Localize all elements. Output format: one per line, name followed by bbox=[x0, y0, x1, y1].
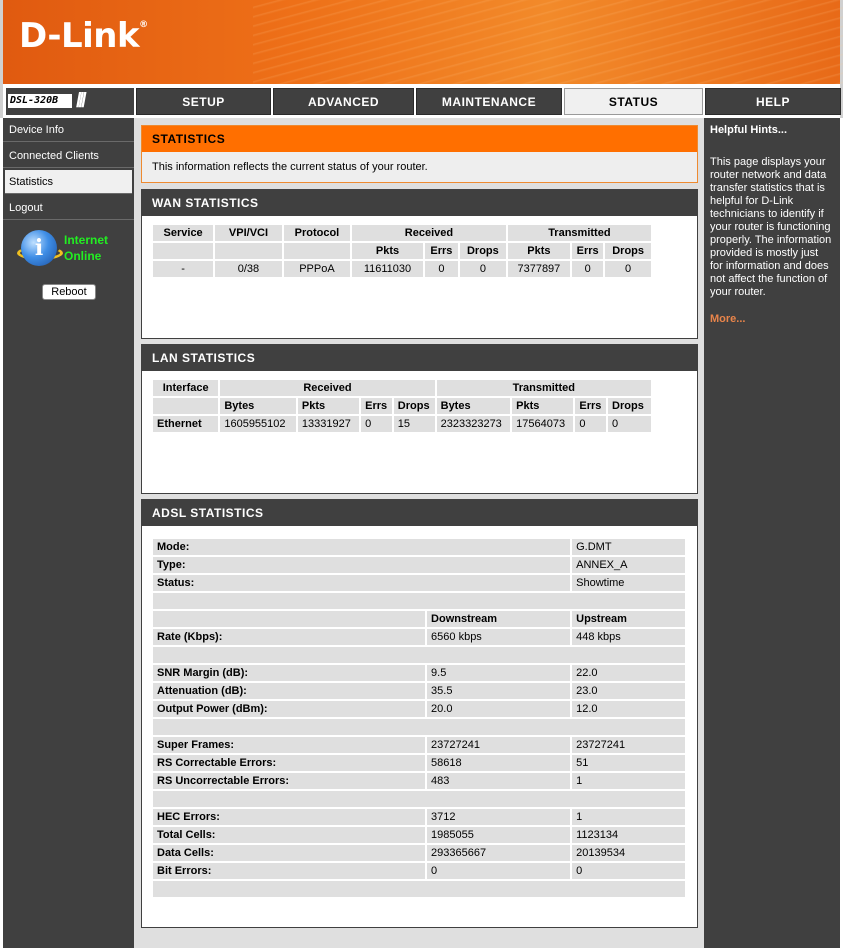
lan-tx-errs: 0 bbox=[575, 416, 606, 432]
table-row bbox=[153, 809, 685, 825]
info-globe-icon: i bbox=[21, 230, 57, 266]
lan-header-tx-pkts: Pkts bbox=[512, 398, 573, 414]
table-row bbox=[153, 701, 685, 717]
table-row bbox=[153, 719, 685, 735]
wan-header-tx-errs: Errs bbox=[572, 243, 603, 259]
left-sidebar bbox=[3, 118, 134, 948]
tab-maintenance[interactable]: MAINTENANCE bbox=[416, 88, 562, 115]
sidebar-item-connected-clients[interactable]: Connected Clients bbox=[3, 144, 134, 168]
empty-cell bbox=[284, 243, 350, 259]
sidebar-item-statistics[interactable]: Statistics bbox=[5, 170, 132, 194]
top-nav bbox=[0, 84, 843, 118]
spacer-cell bbox=[153, 719, 685, 735]
wan-service: - bbox=[153, 261, 213, 277]
wan-header-rx-errs: Errs bbox=[425, 243, 458, 259]
lan-header-rx-drops: Drops bbox=[394, 398, 435, 414]
helpful-hints-panel bbox=[704, 118, 840, 948]
adsl-title: ADSL STATISTICS bbox=[142, 500, 697, 526]
adsl-mode-label: Mode: bbox=[153, 539, 570, 555]
empty-cell bbox=[153, 243, 213, 259]
wan-header-tx-pkts: Pkts bbox=[508, 243, 570, 259]
sidebar-item-logout[interactable]: Logout bbox=[3, 196, 134, 220]
internet-status-line1: Internet bbox=[64, 233, 109, 247]
wan-header-service: Service bbox=[153, 225, 213, 241]
wan-header-tx-drops: Drops bbox=[605, 243, 651, 259]
wan-tx-pkts: 7377897 bbox=[508, 261, 570, 277]
reboot-button[interactable]: Reboot bbox=[42, 284, 96, 300]
adsl-row-upstream: 1 bbox=[572, 809, 685, 825]
table-row bbox=[153, 539, 685, 555]
adsl-group-cells bbox=[153, 809, 685, 879]
tab-help[interactable]: HELP bbox=[705, 88, 841, 115]
tab-advanced[interactable]: ADVANCED bbox=[273, 88, 414, 115]
adsl-row-upstream: 1123134 bbox=[572, 827, 685, 843]
lan-tx-pkts: 17564073 bbox=[512, 416, 573, 432]
wan-statistics-panel bbox=[141, 189, 698, 339]
lan-rx-bytes: 1605955102 bbox=[220, 416, 296, 432]
spacer-cell bbox=[153, 647, 685, 663]
adsl-group-signal bbox=[153, 665, 685, 717]
spacer-cell bbox=[153, 593, 685, 609]
sidebar-item-device-info[interactable]: Device Info bbox=[3, 118, 134, 142]
internet-status-text bbox=[64, 232, 108, 264]
table-row bbox=[153, 665, 685, 681]
wan-protocol: PPPoA bbox=[284, 261, 350, 277]
model-badge bbox=[6, 88, 134, 115]
wan-rx-errs: 0 bbox=[425, 261, 458, 277]
adsl-row-downstream: 58618 bbox=[427, 755, 570, 771]
lan-header-tx-bytes: Bytes bbox=[437, 398, 511, 414]
adsl-statistics-panel bbox=[141, 499, 698, 928]
wan-header-transmitted: Transmitted bbox=[508, 225, 651, 241]
lan-rx-errs: 0 bbox=[361, 416, 392, 432]
lan-header-interface: Interface bbox=[153, 380, 218, 396]
table-row bbox=[153, 863, 685, 879]
page-title: STATISTICS bbox=[142, 126, 697, 152]
lan-header-rx-bytes: Bytes bbox=[220, 398, 296, 414]
adsl-row-upstream: 448 kbps bbox=[572, 629, 685, 645]
spacer-cell bbox=[153, 791, 685, 807]
adsl-mode-value: G.DMT bbox=[572, 539, 685, 555]
table-row bbox=[153, 845, 685, 861]
table-row bbox=[153, 557, 685, 573]
adsl-downstream-header: Downstream bbox=[427, 611, 570, 627]
model-label: DSL-320B bbox=[8, 94, 72, 108]
table-row bbox=[153, 225, 651, 241]
lan-statistics-panel bbox=[141, 344, 698, 494]
adsl-upstream-header: Upstream bbox=[572, 611, 685, 627]
lan-header-rx-errs: Errs bbox=[361, 398, 392, 414]
lan-title: LAN STATISTICS bbox=[142, 345, 697, 371]
adsl-table bbox=[151, 537, 687, 899]
wan-rx-pkts: 11611030 bbox=[352, 261, 423, 277]
wan-tx-drops: 0 bbox=[605, 261, 651, 277]
adsl-row-downstream: 3712 bbox=[427, 809, 570, 825]
adsl-row-label: Super Frames: bbox=[153, 737, 425, 753]
adsl-row-downstream: 20.0 bbox=[427, 701, 570, 717]
statistics-info: This information reflects the current status of your router. bbox=[152, 161, 428, 173]
empty-cell bbox=[215, 243, 281, 259]
internet-status-line2: Online bbox=[64, 249, 102, 263]
adsl-row-label: Rate (Kbps): bbox=[153, 629, 425, 645]
model-slashes-decoration: /// bbox=[76, 90, 84, 112]
adsl-row-upstream: 0 bbox=[572, 863, 685, 879]
hints-title: Helpful Hints... bbox=[710, 124, 787, 136]
table-row bbox=[153, 575, 685, 591]
wan-table bbox=[151, 223, 653, 279]
lan-header-received: Received bbox=[220, 380, 434, 396]
adsl-row-downstream: 35.5 bbox=[427, 683, 570, 699]
lan-header-tx-drops: Drops bbox=[608, 398, 651, 414]
adsl-row-downstream: 9.5 bbox=[427, 665, 570, 681]
lan-interface: Ethernet bbox=[153, 416, 218, 432]
table-row bbox=[153, 593, 685, 609]
wan-header-rx-drops: Drops bbox=[460, 243, 506, 259]
wan-vpi-vci: 0/38 bbox=[215, 261, 281, 277]
adsl-status-label: Status: bbox=[153, 575, 570, 591]
table-row bbox=[153, 261, 651, 277]
adsl-row-label: Output Power (dBm): bbox=[153, 701, 425, 717]
empty-cell bbox=[153, 611, 425, 627]
header-banner bbox=[0, 0, 843, 84]
tab-setup[interactable]: SETUP bbox=[136, 88, 271, 115]
adsl-row-label: HEC Errors: bbox=[153, 809, 425, 825]
lan-header-rx-pkts: Pkts bbox=[298, 398, 359, 414]
adsl-row-label: Total Cells: bbox=[153, 827, 425, 843]
wan-title: WAN STATISTICS bbox=[142, 190, 697, 216]
banner-decoration bbox=[253, 0, 843, 84]
wan-rx-drops: 0 bbox=[460, 261, 506, 277]
wan-header-received: Received bbox=[352, 225, 506, 241]
adsl-row-label: Bit Errors: bbox=[153, 863, 425, 879]
table-row bbox=[153, 243, 651, 259]
table-row bbox=[153, 773, 685, 789]
internet-status bbox=[21, 230, 131, 270]
lan-rx-pkts: 13331927 bbox=[298, 416, 359, 432]
adsl-row-label: SNR Margin (dB): bbox=[153, 665, 425, 681]
wan-tx-errs: 0 bbox=[572, 261, 603, 277]
table-row bbox=[153, 629, 685, 645]
table-row bbox=[153, 380, 651, 396]
adsl-row-label: Attenuation (dB): bbox=[153, 683, 425, 699]
adsl-row-upstream: 51 bbox=[572, 755, 685, 771]
adsl-type-label: Type: bbox=[153, 557, 570, 573]
spacer-cell bbox=[153, 881, 685, 897]
adsl-row-downstream: 293365667 bbox=[427, 845, 570, 861]
adsl-row-upstream: 20139534 bbox=[572, 845, 685, 861]
table-row bbox=[153, 755, 685, 771]
adsl-row-upstream: 12.0 bbox=[572, 701, 685, 717]
table-row bbox=[153, 611, 685, 627]
hints-more-link[interactable]: More... bbox=[710, 313, 746, 325]
adsl-row-downstream: 483 bbox=[427, 773, 570, 789]
lan-tx-drops: 0 bbox=[608, 416, 651, 432]
statistics-panel bbox=[141, 125, 698, 183]
adsl-row-downstream: 0 bbox=[427, 863, 570, 879]
adsl-row-downstream: 1985055 bbox=[427, 827, 570, 843]
table-row bbox=[153, 791, 685, 807]
empty-cell bbox=[153, 398, 218, 414]
adsl-row-label: RS Uncorrectable Errors: bbox=[153, 773, 425, 789]
adsl-row-label: Data Cells: bbox=[153, 845, 425, 861]
adsl-group-frames bbox=[153, 737, 685, 789]
adsl-group-rate bbox=[153, 629, 685, 645]
adsl-row-downstream: 6560 kbps bbox=[427, 629, 570, 645]
table-row bbox=[153, 416, 651, 432]
adsl-row-upstream: 23727241 bbox=[572, 737, 685, 753]
adsl-row-upstream: 23.0 bbox=[572, 683, 685, 699]
table-row bbox=[153, 827, 685, 843]
lan-rx-drops: 15 bbox=[394, 416, 435, 432]
adsl-row-upstream: 22.0 bbox=[572, 665, 685, 681]
lan-header-transmitted: Transmitted bbox=[437, 380, 651, 396]
dlink-logo: D-Link® bbox=[19, 16, 148, 56]
table-row bbox=[153, 737, 685, 753]
adsl-row-label: RS Correctable Errors: bbox=[153, 755, 425, 771]
table-row bbox=[153, 683, 685, 699]
lan-table bbox=[151, 378, 653, 434]
wan-header-protocol: Protocol bbox=[284, 225, 350, 241]
lan-tx-bytes: 2323323273 bbox=[437, 416, 511, 432]
table-row bbox=[153, 398, 651, 414]
adsl-row-upstream: 1 bbox=[572, 773, 685, 789]
table-row bbox=[153, 881, 685, 897]
table-row bbox=[153, 647, 685, 663]
wan-header-vpi-vci: VPI/VCI bbox=[215, 225, 281, 241]
hints-body: This page displays your router network and data transfer statistics that is helpful for D-Link technicians to identify if your router is functioning properly. The information provided is mostly just for information and does not affect the function of your router. bbox=[710, 156, 832, 298]
lan-header-tx-errs: Errs bbox=[575, 398, 606, 414]
wan-header-rx-pkts: Pkts bbox=[352, 243, 423, 259]
main-content bbox=[134, 118, 704, 948]
adsl-row-downstream: 23727241 bbox=[427, 737, 570, 753]
adsl-type-value: ANNEX_A bbox=[572, 557, 685, 573]
adsl-status-value: Showtime bbox=[572, 575, 685, 591]
tab-status[interactable]: STATUS bbox=[564, 88, 703, 115]
